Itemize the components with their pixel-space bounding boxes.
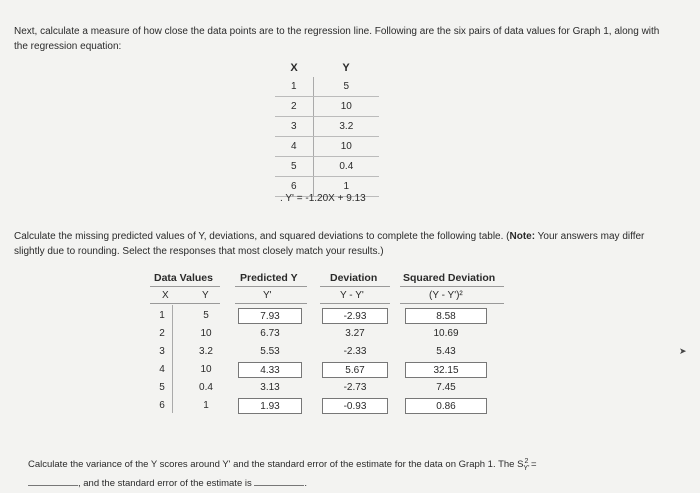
squared-deviation-select: 5.43 <box>436 346 456 357</box>
table1-cell-y: 10 <box>340 101 352 112</box>
footer-part1-end: = <box>528 459 537 471</box>
instructions-text <box>14 229 664 259</box>
row-y-value: 0.4 <box>199 382 213 393</box>
header-underline <box>400 286 504 287</box>
instructions-pre: Calculate the missing predicted values of Y, deviations, and squared deviations to complete the following table. ( <box>14 231 510 242</box>
row-y-value: 10 <box>200 364 212 375</box>
header-underline <box>320 286 390 287</box>
subheader-underline <box>150 303 220 304</box>
footer-part1: Calculate the variance of the Y scores around Y' and the standard error of the estimate for the data on Graph 1. The S <box>28 459 524 471</box>
column-divider <box>172 305 173 413</box>
subheader-underline <box>235 303 307 304</box>
deviation-select[interactable]: -2.93 <box>322 308 388 324</box>
table1-header <box>275 58 379 77</box>
header-underline <box>235 286 307 287</box>
row-y-value: 5 <box>203 310 209 321</box>
predicted-y-select[interactable]: 7.93 <box>238 308 302 324</box>
row-x-value: 3 <box>159 346 165 357</box>
subheader-underline <box>320 303 390 304</box>
squared-deviation-select[interactable]: 8.58 <box>405 308 487 324</box>
note-label: Note: <box>509 231 536 242</box>
table1-cell-x: 4 <box>275 137 314 156</box>
subheader-underline <box>400 303 504 304</box>
footer-part3: . <box>304 478 308 490</box>
header-predicted-y: Predicted Y <box>240 272 298 284</box>
table1-cell-y: 1 <box>343 181 350 192</box>
table1-row <box>275 117 379 137</box>
footer-question: Calculate the variance of the Y scores around Y' and the standard error of the estimate for the data on Graph 1. The $S_{Y'}^2$ = , and the standard error of the estimate is . <box>28 458 537 490</box>
table1-row <box>275 97 379 117</box>
predicted-y-select: 6.73 <box>260 328 280 339</box>
table1-cell-x: 5 <box>275 157 314 176</box>
squared-deviation-select[interactable]: 0.86 <box>405 398 487 414</box>
predicted-y-select[interactable]: 4.33 <box>238 362 302 378</box>
table1-cell-x: 6 <box>275 177 314 196</box>
predicted-y-select: 5.53 <box>260 346 280 357</box>
squared-deviation-select: 10.69 <box>433 328 459 339</box>
header-squared-deviation: Squared Deviation <box>403 272 496 284</box>
data-table-graph1 <box>275 58 379 197</box>
row-x-value: 4 <box>159 364 165 375</box>
table1-header-x: X <box>290 61 298 74</box>
deviation-select: -2.33 <box>343 346 367 357</box>
deviation-select[interactable]: -0.93 <box>322 398 388 414</box>
regression-equation-text: Y' = -1.20X + 9.13 <box>285 193 366 204</box>
predicted-y-select[interactable]: 1.93 <box>238 398 302 414</box>
subheader-squared: (Y - Y')² <box>429 290 463 301</box>
table1-cell-y: 5 <box>343 81 350 92</box>
table1-row <box>275 137 379 157</box>
table1-cell-y: 10 <box>340 141 352 152</box>
table1-cell-x: 1 <box>275 77 314 96</box>
deviation-select: 3.27 <box>345 328 365 339</box>
table1-cell-x: 2 <box>275 97 314 116</box>
row-y-value: 1 <box>203 400 209 411</box>
row-x-value: 5 <box>159 382 165 393</box>
subheader-y: Y <box>202 290 209 301</box>
table1-row <box>275 77 379 97</box>
deviation-table <box>150 272 510 422</box>
standard-error-answer-blank[interactable] <box>254 476 304 486</box>
table1-cell-y: 0.4 <box>339 161 354 172</box>
subheader-x: X <box>162 290 169 301</box>
table1-header-y: Y <box>342 61 350 74</box>
deviation-select: -2.73 <box>343 382 367 393</box>
predicted-y-select: 3.13 <box>260 382 280 393</box>
row-x-value: 2 <box>159 328 165 339</box>
row-y-value: 3.2 <box>199 346 213 357</box>
table1-row <box>275 157 379 177</box>
variance-answer-blank[interactable] <box>28 476 78 486</box>
subheader-deviation: Y - Y' <box>340 290 364 301</box>
squared-deviation-select: 7.45 <box>436 382 456 393</box>
deviation-select[interactable]: 5.67 <box>322 362 388 378</box>
regression-equation: . Y' = -1.20X + 9.13 <box>280 193 366 204</box>
row-x-value: 6 <box>159 400 165 411</box>
header-deviation: Deviation <box>330 272 378 284</box>
intro-text: Next, calculate a measure of how close the data points are to the regression line. Following are the six pairs of data values for Graph 1, along with the regression equation: <box>14 26 660 52</box>
footer-part2: , and the standard error of the estimate is <box>78 478 252 490</box>
row-y-value: 10 <box>200 328 212 339</box>
header-data-values: Data Values <box>154 272 213 284</box>
cursor-arrow-icon: ➤ <box>679 346 687 356</box>
subheader-y-prime: Y' <box>263 290 272 301</box>
table1-cell-x: 3 <box>275 117 314 136</box>
instructions-post: Your answers may differ slightly due to rounding. Select the responses that most closely match your results.) <box>14 231 645 257</box>
row-x-value: 1 <box>159 310 165 321</box>
header-underline <box>150 286 220 287</box>
table1-cell-y: 3.2 <box>339 121 354 132</box>
squared-deviation-select[interactable]: 32.15 <box>405 362 487 378</box>
